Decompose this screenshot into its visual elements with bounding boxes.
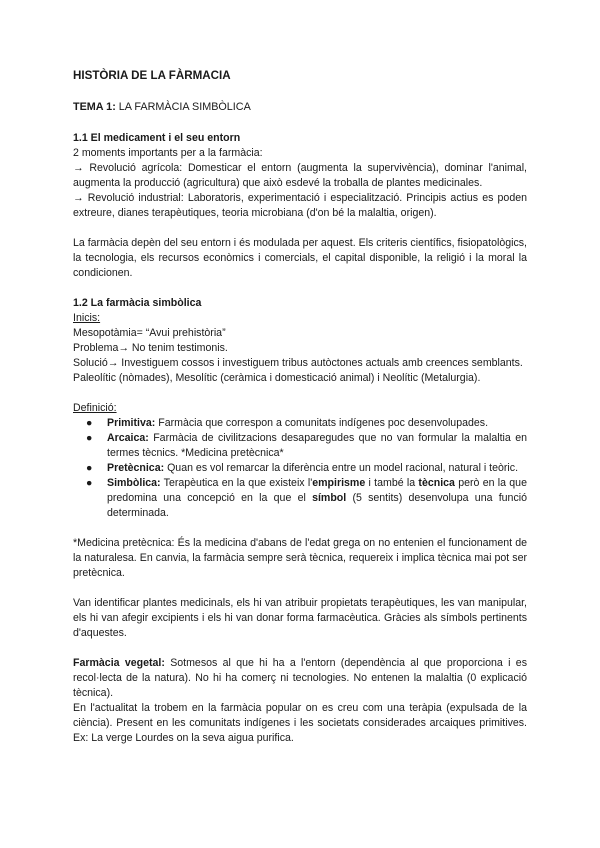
document-title: HISTÒRIA DE LA FÀRMACIA	[73, 69, 231, 82]
definition-text: Quan es vol remarcar la diferència entre un model racional, natural i teòric.	[164, 462, 519, 474]
definition-text: i també la	[365, 477, 419, 489]
definition-term: Arcaica:	[107, 432, 149, 444]
list-item	[73, 431, 527, 461]
emphasis-simbol: símbol	[312, 492, 347, 504]
vegetal-paragraph	[73, 656, 527, 701]
vegetal-term: Farmàcia vegetal:	[73, 657, 165, 669]
section-1-heading: 1.1 El medicament i el seu entorn	[73, 132, 241, 144]
section-1-agricultural: → Revolució agrícola: Domesticar el entorn (augmenta la supervivència), dominar l'animal, augmenta la producció (agricultura) que això esdevé la troballa de plantes medicinales.	[73, 162, 527, 189]
bullet-icon: ●	[86, 432, 93, 444]
list-item	[73, 461, 527, 476]
actualitat-paragraph: En l'actualitat la trobem en la farmàcia popular on es creu com una teràpia (expulsada de la ciència). Present en les comunitats indígenes i les societats considerades arcaiques primitives. Ex: La verge Lourdes on la seva aigua purifica.	[73, 702, 527, 744]
emphasis-empirisme: empirisme	[312, 477, 366, 489]
theme-heading	[73, 100, 527, 115]
definition-text: Terapèutica en la que existeix l'	[160, 477, 313, 489]
inicis-label: Inicis:	[73, 312, 101, 324]
bullet-icon: ●	[86, 462, 93, 474]
bullet-icon: ●	[86, 417, 93, 429]
definition-text: Farmàcia de civilitzacions desaparegudes que no van formular la malaltia en termes tècnics. *Medicina pretècnica*	[107, 432, 527, 459]
pretecnica-note: *Medicina pretècnica: És la medicina d'abans de l'edat grega on no entenien el funcionament de la naturalesa. En canvia, la farmàcia sempre serà tècnica, requereix i implica tècnica mai pot ser pretècnica.	[73, 537, 527, 579]
list-item	[73, 416, 527, 431]
definicio-label: Definició:	[73, 402, 117, 414]
emphasis-tecnica: tècnica	[418, 477, 455, 489]
definition-list	[73, 416, 527, 521]
list-item	[73, 476, 527, 521]
inicis-line-3: Solució→ Investiguem cossos i investiguem tribus autòctones actuals amb creences semblants.	[73, 357, 523, 369]
section-1-context-paragraph: La farmàcia depèn del seu entorn i és modulada per aquest. Els criteris científics, fisiopatològics, la tecnologia, els recursos econòmics i comercials, el capital disponible, la religió i la moral la condicionen.	[73, 237, 528, 279]
theme-label: TEMA 1:	[73, 101, 116, 113]
definition-term: Pretècnica:	[107, 462, 165, 474]
definition-term: Primitiva:	[107, 417, 156, 429]
definition-text: Farmàcia que correspon a comunitats indígenes poc desenvolupades.	[155, 417, 489, 429]
section-1-intro: 2 moments importants per a la farmàcia:	[73, 147, 263, 159]
section-1-industrial: → Revolució industrial: Laboratoris, experimentació i especialització. Principis actius es poden extreure, dianes terapèutiques, teoria microbiana (d'on bé la malaltia, origen).	[73, 192, 527, 219]
section-2-heading: 1.2 La farmàcia simbòlica	[73, 297, 202, 309]
inicis-line-2: Problema→ No tenim testimonis.	[73, 342, 228, 354]
definition-text: (5 sentits) desenvolupa una funció determinada.	[107, 492, 527, 519]
theme-text: LA FARMÀCIA SIMBÒLICA	[115, 101, 251, 113]
vegetal-text: Sotmesos al que hi ha a l'entorn (dependència al que proporciona i es recol·lecta de la natura). No hi ha comerç ni tecnologies. No entenen la malaltia (0 explicació tècnica).	[73, 657, 527, 699]
bullet-icon: ●	[86, 477, 93, 489]
inicis-line-4: Paleolític (nòmades), Mesolític (ceràmica i domesticació animal) i Neolític (Metalurgia).	[73, 372, 481, 384]
document-body	[73, 68, 527, 746]
inicis-line-1: Mesopotàmia= “Avui prehistòria”	[73, 327, 226, 339]
definition-term: Simbòlica:	[107, 477, 161, 489]
plants-paragraph: Van identificar plantes medicinals, els hi van atribuir propietats terapèutiques, les van manipular, els hi van afegir excipients i els hi van donar forma farmacèutica. Gràcies als símbols pertinents d'aquestes.	[73, 597, 527, 639]
definition-text: però en la que predomina una concepció en la que el	[107, 477, 527, 504]
